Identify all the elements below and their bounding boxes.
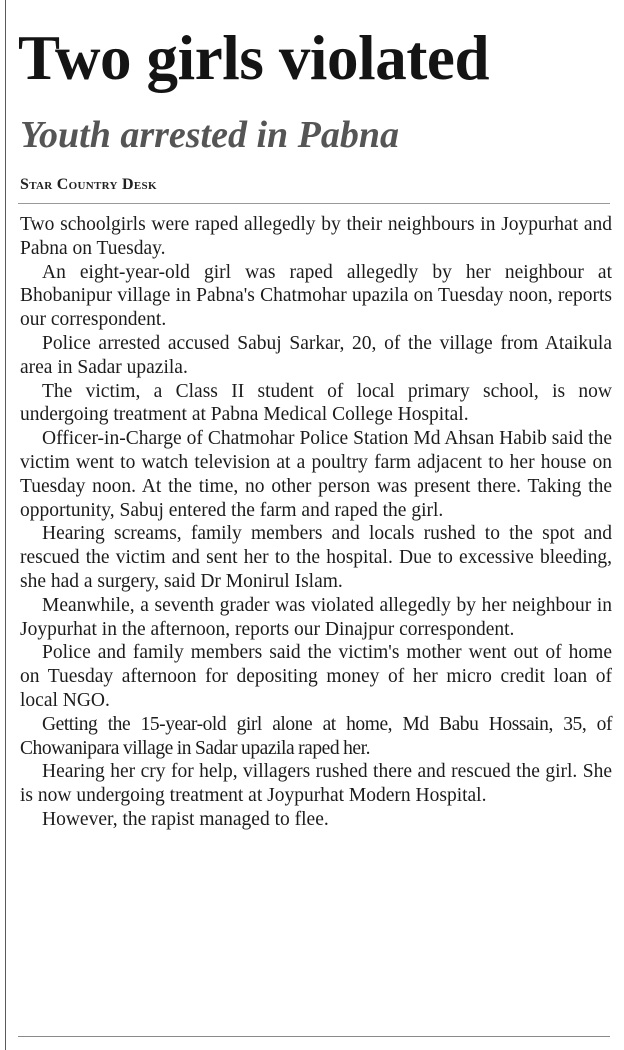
headline: Two girls violated: [18, 23, 490, 93]
byline: Star Country Desk: [20, 176, 157, 193]
article-body: [20, 213, 612, 832]
article-paragraph: Hearing screams, family members and locals rushed to the spot and rescued the victim and sent her to the hospital. Due to excessive bleeding, she had a surgery, said Dr Monirul Islam.: [20, 523, 612, 592]
article-paragraph: An eight-year-old girl was raped allegedly by her neighbour at Bhobanipur village in Pabna's Chatmohar upazila on Tuesday noon, reports our correspondent.: [20, 261, 612, 331]
article-paragraph: Getting the 15-year-old girl alone at home, Md Babu Hossain, 35, of Chowanipara village in Sadar upazila raped her.: [20, 713, 612, 759]
article-paragraph: Police and family members said the victim's mother went out of home on Tuesday afternoon for depositing money of her micro credit loan of local NGO.: [20, 642, 612, 711]
article-paragraph: The victim, a Class II student of local primary school, is now undergoing treatment at Pabna Medical College Hospital.: [20, 380, 612, 426]
header-divider: [18, 203, 610, 204]
subheadline: Youth arrested in Pabna: [20, 114, 400, 156]
article-paragraph: However, the rapist managed to flee.: [42, 808, 329, 830]
article-paragraph: Two schoolgirls were raped allegedly by their neighbours in Joypurhat and Pabna on Tuesday.: [20, 214, 612, 259]
article-paragraph: Officer-in-Charge of Chatmohar Police Station Md Ahsan Habib said the victim went to watch television at a poultry farm adjacent to her house on Tuesday noon. At the time, no other person was present there. Taking the opportunity, Sabuj entered the farm and raped the girl.: [20, 428, 612, 521]
article-paragraph: Meanwhile, a seventh grader was violated allegedly by her neighbour in Joypurhat in the afternoon, reports our Dinajpur correspondent.: [20, 594, 612, 640]
article-paragraph: Hearing her cry for help, villagers rushed there and rescued the girl. She is now undergoing treatment at Joypurhat Modern Hospital.: [20, 761, 612, 807]
article-paragraph: Police arrested accused Sabuj Sarkar, 20, of the village from Ataikula area in Sadar upazila.: [20, 332, 612, 378]
column-left-rule: [5, 0, 6, 1050]
bottom-divider: [18, 1036, 610, 1037]
